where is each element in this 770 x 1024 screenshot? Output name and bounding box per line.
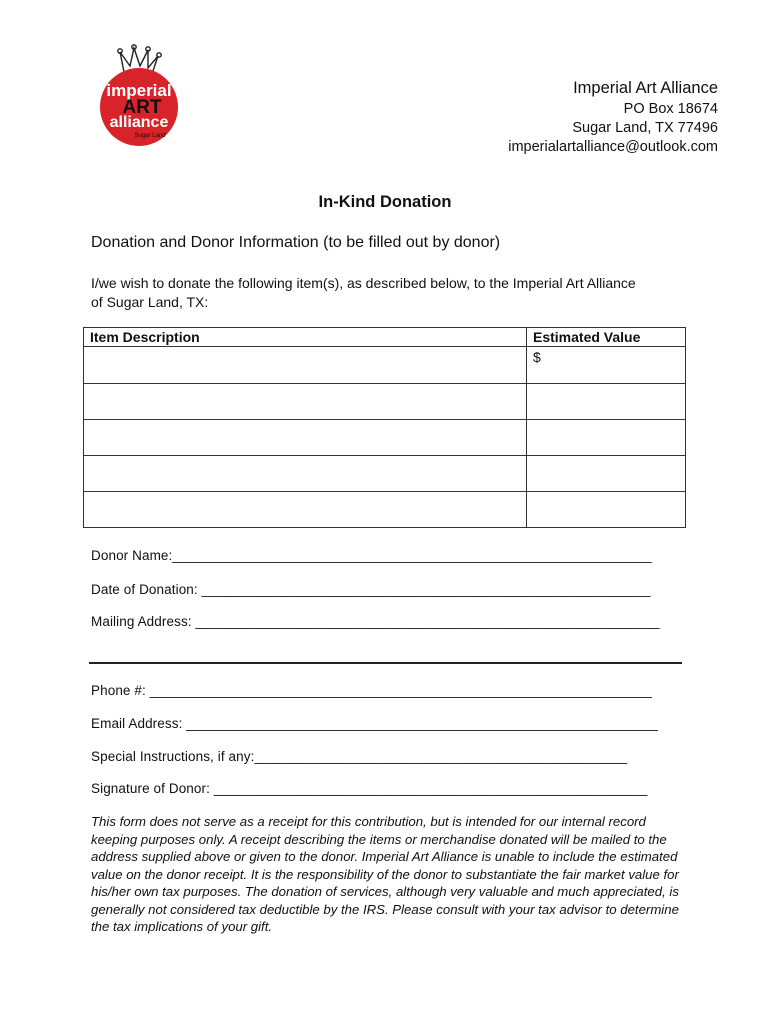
dollar-sign: $: [533, 349, 541, 365]
item-description-cell[interactable]: [84, 492, 527, 528]
form-title: In-Kind Donation: [318, 193, 452, 211]
form-subtitle: Donation and Donor Information (to be filled out by donor): [91, 234, 501, 251]
estimated-value-cell[interactable]: [527, 347, 686, 384]
table-row: [84, 347, 686, 384]
item-description-cell[interactable]: [84, 347, 527, 384]
po-box: PO Box 18674: [623, 101, 718, 117]
mailing-address-second-line[interactable]: [89, 662, 682, 664]
table-row: [84, 384, 686, 420]
organization-name: Imperial Art Alliance: [573, 79, 718, 97]
logo-word-sugar-land: Sugar Land: [134, 133, 166, 139]
logo-word-alliance: alliance: [109, 114, 169, 131]
date-of-donation-field[interactable]: Date of Donation: ___________________________________________________________: [91, 582, 651, 597]
estimated-value-header: Estimated Value: [527, 328, 686, 347]
item-description-cell[interactable]: [84, 420, 527, 456]
logo-word-imperial: imperial: [106, 81, 172, 100]
receipt-disclaimer: This form does not serve as a receipt for this contribution, but is intended for our internal record keeping purposes only. A receipt describing the items or merchandise donated will be mailed to the address supplied above or given to the donor. Imperial Art Alliance is unable to include the estimated value on the donor receipt. It is the responsibility of the donor to substantiate the fair market value for his/her own tax purposes. The donation of services, although very valuable and much appreciated, is generally not considered tax deductible by the IRS. Please consult with your tax advisor to determine the tax implications of your gift.: [91, 814, 679, 934]
estimated-value-cell[interactable]: [527, 384, 686, 420]
logo-word-art: ART: [122, 97, 162, 118]
phone-field[interactable]: Phone #: __________________________________________________________________: [91, 683, 652, 698]
table-header-row: [84, 328, 686, 347]
mailing-address-field[interactable]: Mailing Address: _____________________________________________________________: [91, 614, 660, 629]
estimated-value-cell[interactable]: [527, 420, 686, 456]
table-row: [84, 492, 686, 528]
imperial-art-alliance-logo: [94, 44, 184, 148]
email-address-field[interactable]: Email Address: ______________________________________________________________: [91, 716, 658, 731]
intro-text: I/we wish to donate the following item(s), as described below, to the Imperial Art Alliance of Sugar Land, TX:: [91, 275, 636, 310]
table-row: [84, 420, 686, 456]
estimated-value-cell[interactable]: [527, 492, 686, 528]
logo-graphic: [94, 44, 184, 148]
special-instructions-field[interactable]: Special Instructions, if any:_________________________________________________: [91, 749, 628, 764]
estimated-value-cell[interactable]: [527, 456, 686, 492]
item-description-cell[interactable]: [84, 456, 527, 492]
item-description-header: Item Description: [84, 328, 527, 347]
donor-name-field[interactable]: Donor Name:_______________________________________________________________: [91, 548, 652, 563]
item-description-cell[interactable]: [84, 384, 527, 420]
table-row: [84, 456, 686, 492]
donation-items-table: [83, 327, 686, 528]
signature-field[interactable]: Signature of Donor: _________________________________________________________: [91, 781, 648, 796]
organization-email: imperialartalliance@outlook.com: [508, 139, 718, 155]
organization-address: [508, 78, 718, 157]
city-state-zip: Sugar Land, TX 77496: [572, 120, 718, 136]
